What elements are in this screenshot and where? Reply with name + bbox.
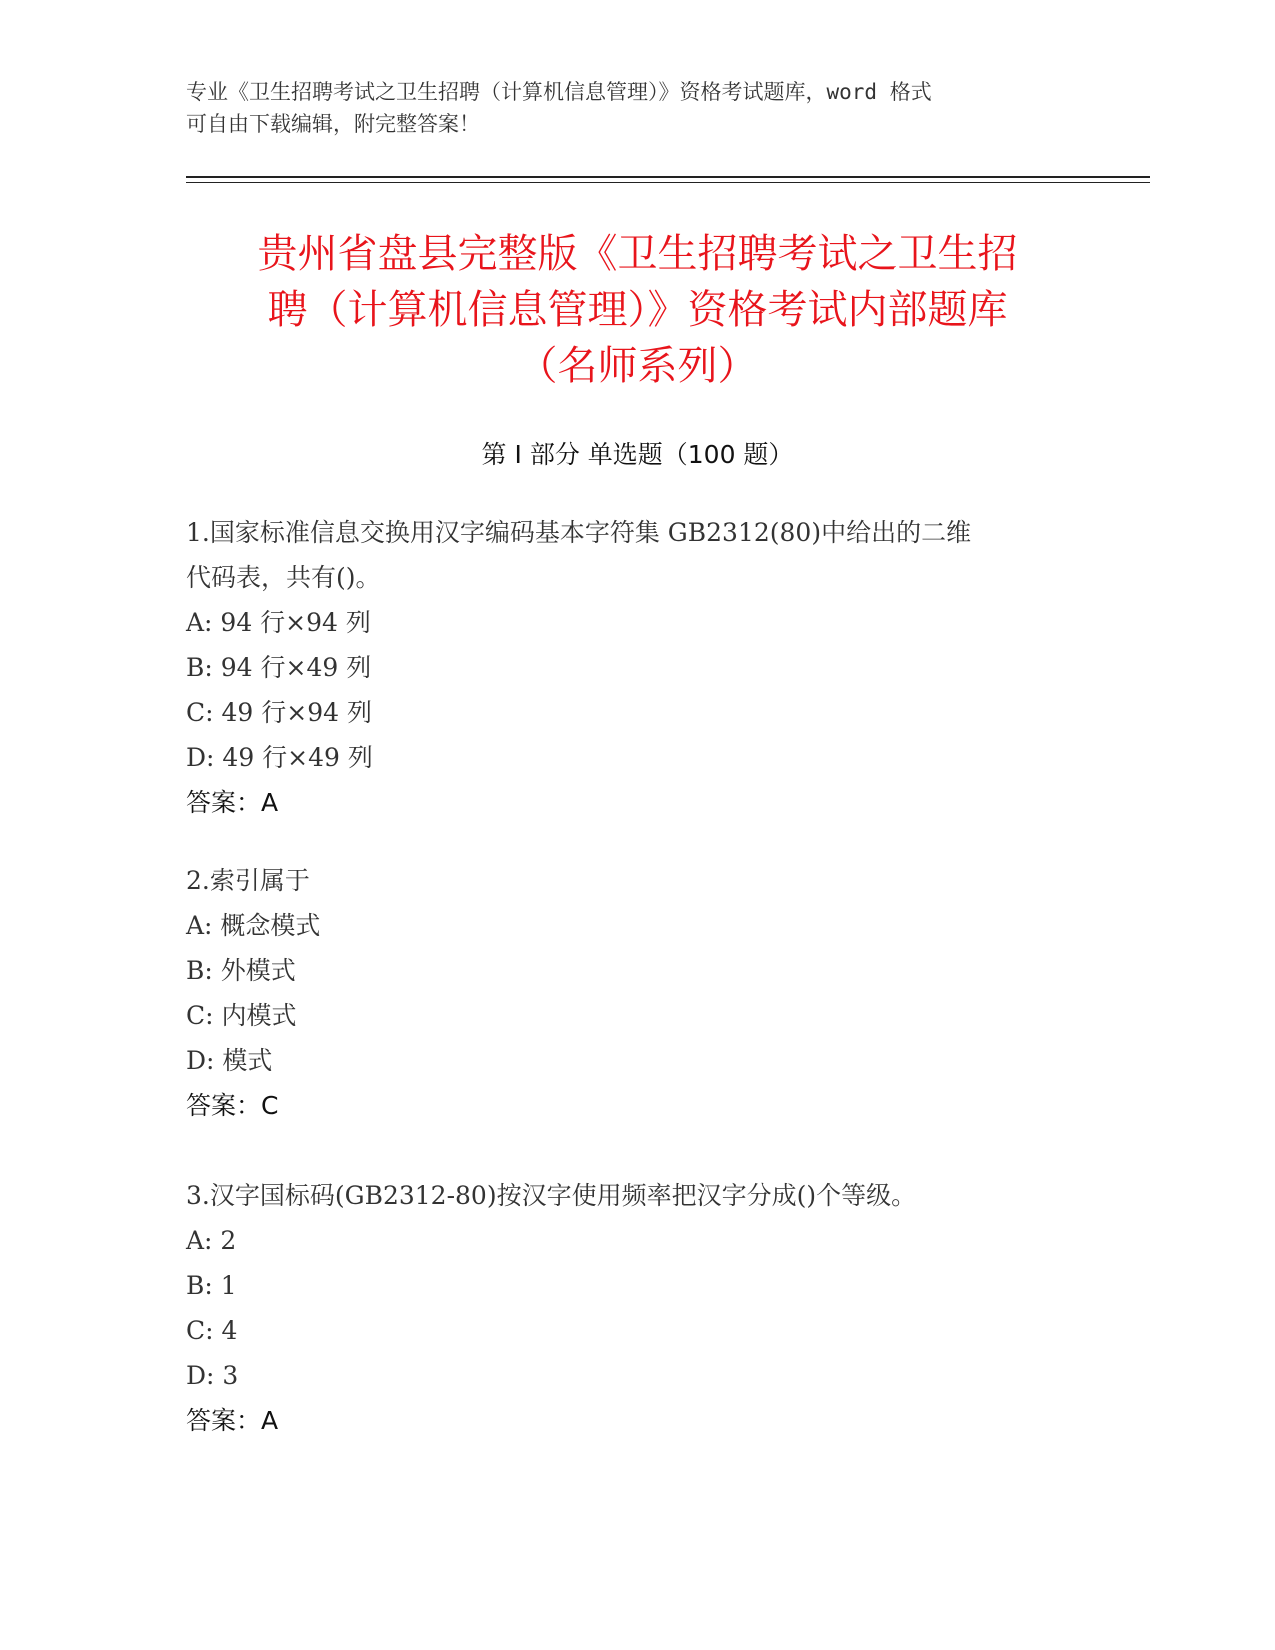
option-a: A: 概念模式 (186, 911, 321, 940)
answer: 答案：A (186, 1406, 279, 1435)
option-c: C: 内模式 (186, 1001, 297, 1030)
option-b: B: 1 (186, 1271, 237, 1300)
question-3 (186, 1173, 1086, 1443)
document-title (150, 226, 1125, 394)
title-line: （名师系列） (517, 343, 758, 389)
header-note-line: 专业《卫生招聘考试之卫生招聘（计算机信息管理）》资格考试题库，word 格式 (186, 80, 932, 104)
header-note-line: 可自由下载编辑，附完整答案！ (186, 112, 480, 136)
answer: 答案：A (186, 788, 279, 817)
option-a: A: 94 行×94 列 (186, 608, 371, 637)
section-heading: 第 I 部分 单选题（100 题） (481, 440, 794, 469)
question-2 (186, 858, 1086, 1128)
option-c: C: 49 行×94 列 (186, 698, 372, 727)
title-line: 聘（计算机信息管理）》资格考试内部题库 (267, 287, 1008, 333)
option-b: B: 94 行×49 列 (186, 653, 372, 682)
title-line: 贵州省盘县完整版《卫生招聘考试之卫生招 (257, 231, 1018, 277)
option-c: C: 4 (186, 1316, 238, 1345)
question-stem: 代码表，共有()。 (186, 563, 381, 592)
option-b: B: 外模式 (186, 956, 296, 985)
question-stem: 2.索引属于 (186, 866, 310, 895)
option-d: D: 49 行×49 列 (186, 743, 373, 772)
header-note (186, 76, 1086, 140)
question-stem: 1.国家标准信息交换用汉字编码基本字符集 GB2312(80)中给出的二维 (186, 518, 972, 547)
option-a: A: 2 (186, 1226, 237, 1255)
header-divider-thin (186, 182, 1150, 183)
header-divider (186, 176, 1150, 178)
question-stem: 3.汉字国标码(GB2312-80)按汉字使用频率把汉字分成()个等级。 (186, 1181, 917, 1210)
question-1 (186, 510, 1086, 825)
answer: 答案：C (186, 1091, 279, 1120)
option-d: D: 3 (186, 1361, 239, 1390)
option-d: D: 模式 (186, 1046, 273, 1075)
